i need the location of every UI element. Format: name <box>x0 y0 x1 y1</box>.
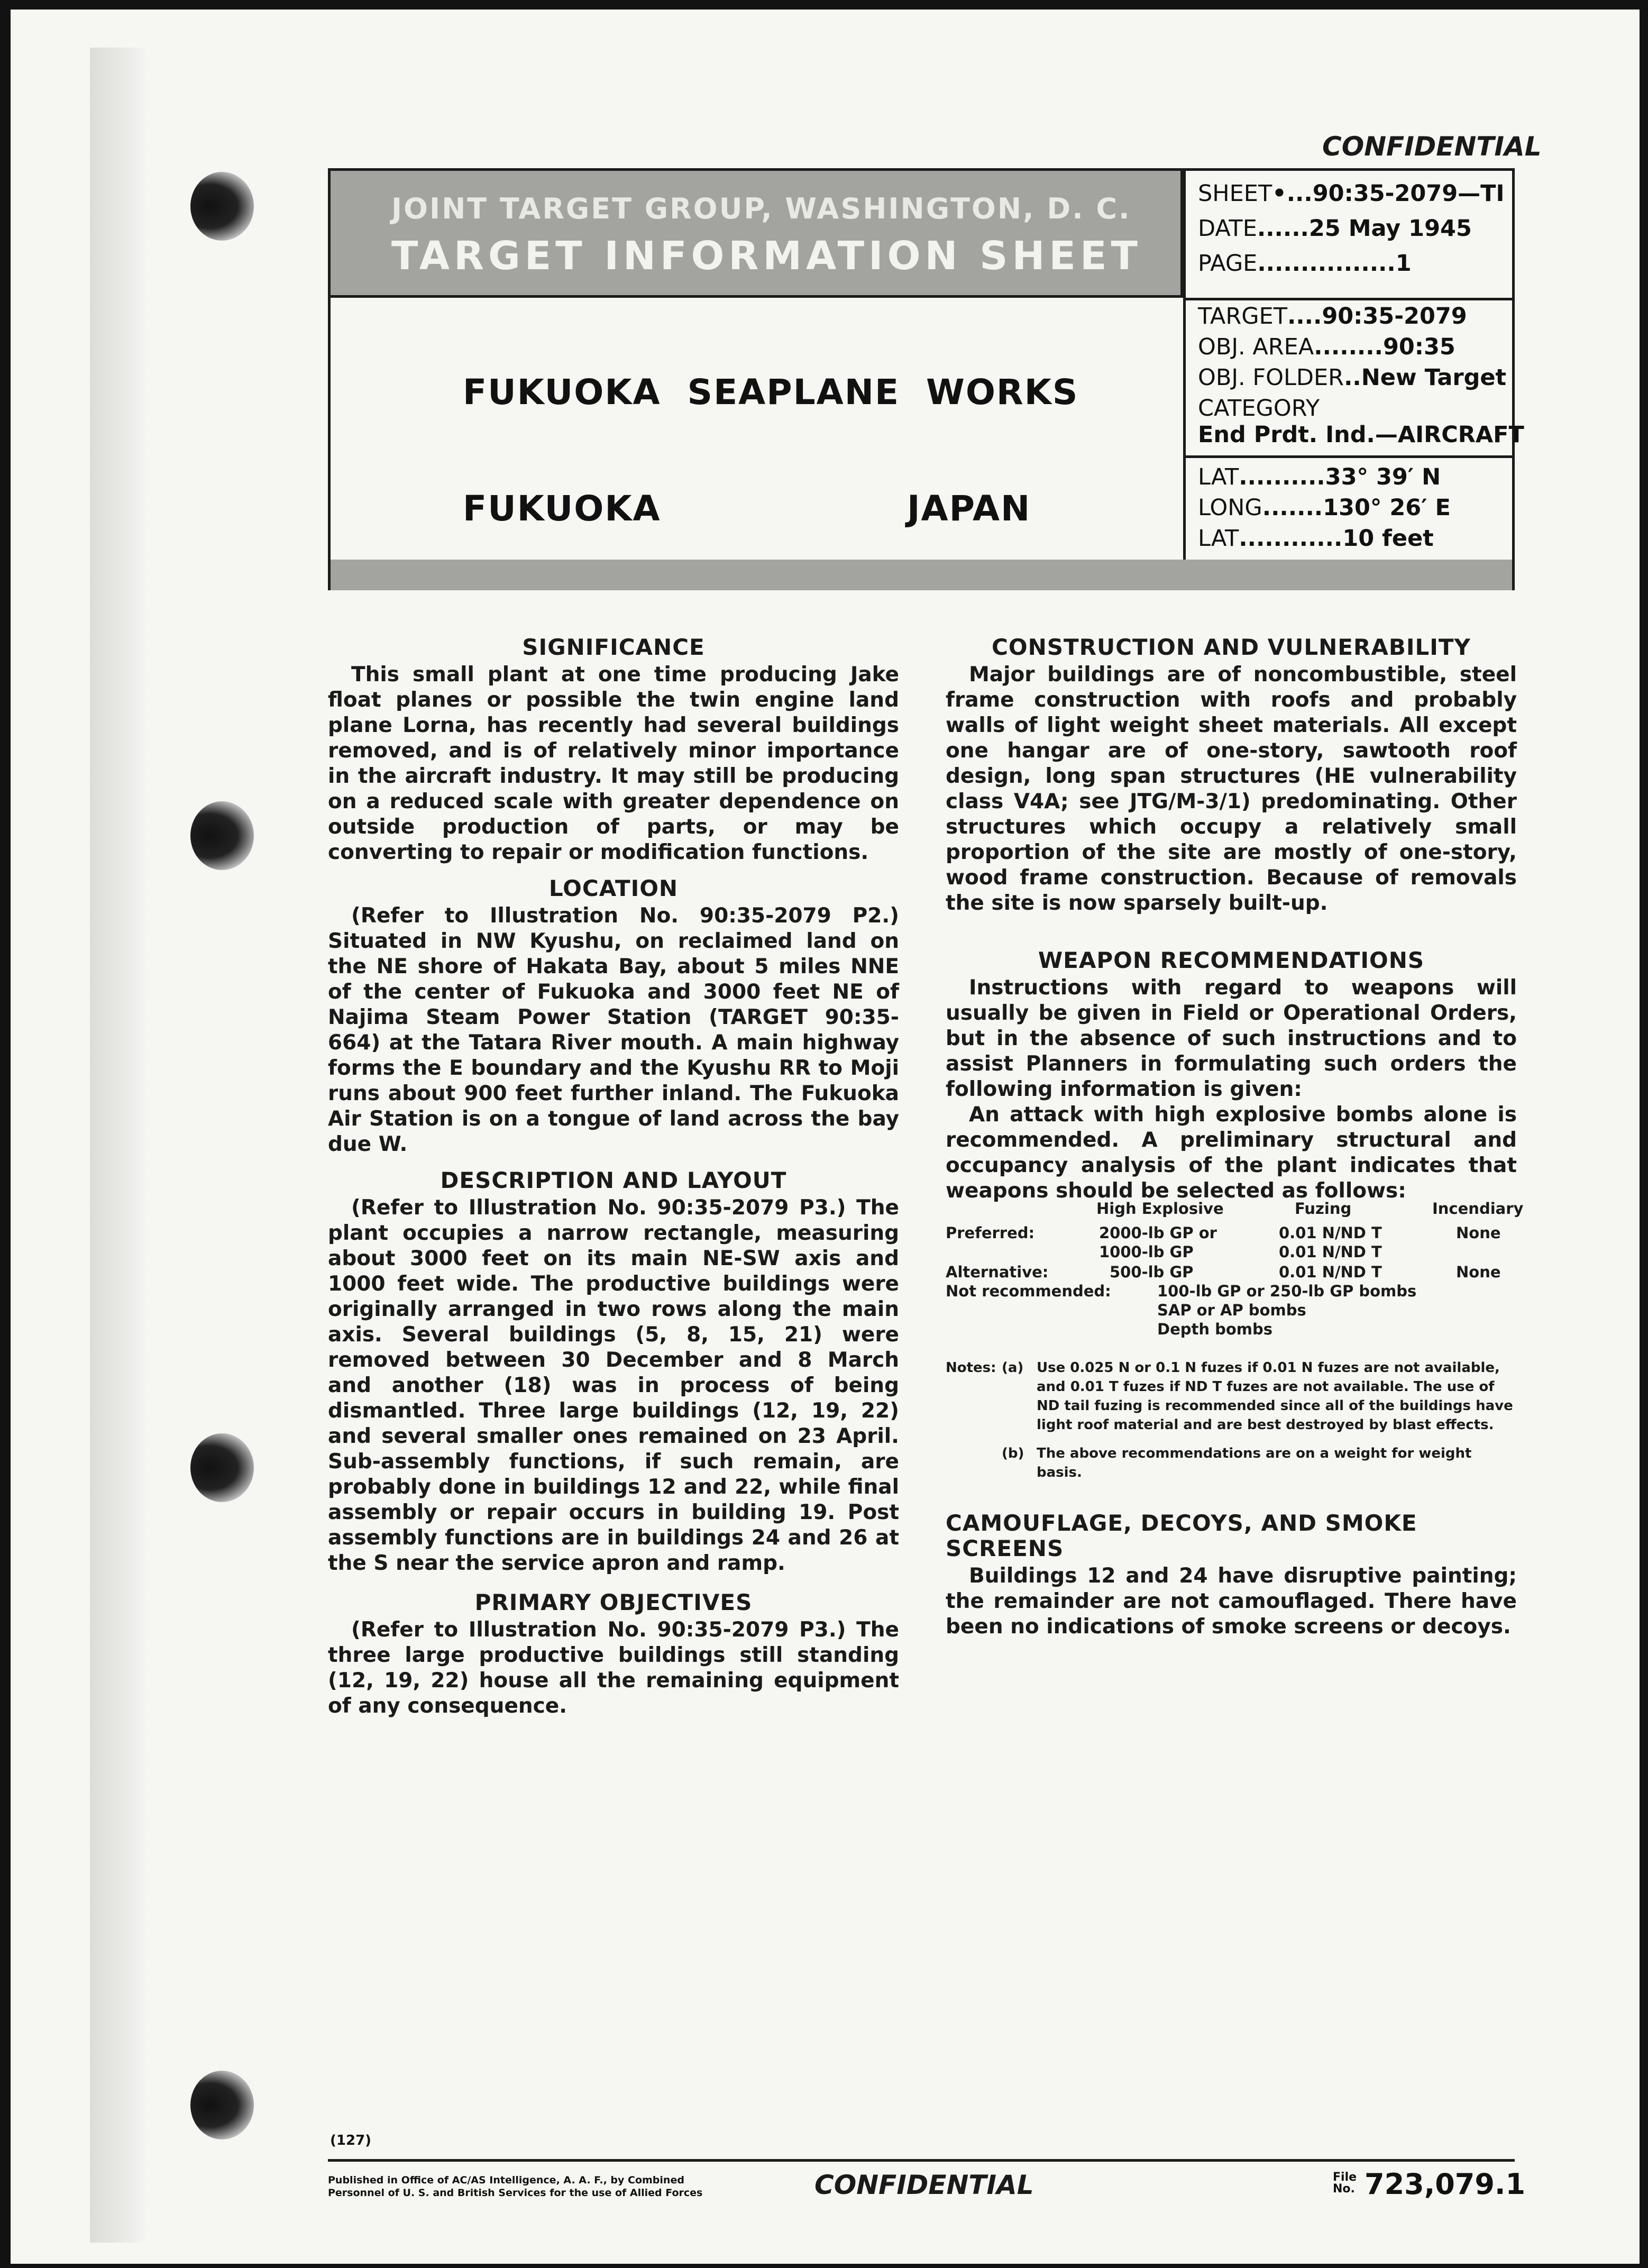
preferred-he-1: 2000-lb GP or <box>1099 1224 1217 1242</box>
text-significance: This small plant at one time producing Jake float planes or possible the twin engine land plane Lorna, has recently had several buildings removed, and is of relatively minor importance in the aircraft industry. It may still be producing on a reduced scale with greater dependence on outside production of parts, or may be converting to repair or modification functions. <box>328 663 899 864</box>
publisher-line-2: Personnel of U. S. and British Services for the use of Allied Forces <box>328 2187 703 2199</box>
file-label <box>1333 2172 1357 2195</box>
note-a-line-4: light roof material and are best destroyed by blast effects. <box>1037 1417 1494 1433</box>
left-column <box>328 635 899 1719</box>
binder-hole-icon <box>190 172 254 241</box>
header-box <box>328 168 1524 590</box>
row-not-recommended-label: Not recommended: <box>946 1282 1111 1300</box>
alternative-fuzing: 0.01 N/ND T <box>1279 1263 1382 1281</box>
right-column <box>946 635 1517 1204</box>
publisher-note <box>328 2174 702 2199</box>
meta-sheet: SHEET•...90:35-2079—TI <box>1198 180 1505 207</box>
section-location <box>328 876 899 1157</box>
header-bottom-strip <box>331 560 1512 590</box>
file-label-2: No. <box>1333 2182 1355 2196</box>
section-construction <box>946 635 1517 916</box>
section-primary <box>328 1590 899 1719</box>
heading-location: LOCATION <box>548 875 679 901</box>
note-b-line-2: basis. <box>1037 1465 1082 1480</box>
section-significance <box>328 635 899 865</box>
text-construction: Major buildings are of noncombustible, steel frame construction with roofs and probably walls of light weight sheet materials. All except one hangar are of one-story, sawtooth roof design, long span structures (HE vulnerability class V4A; see JTG/M-3/1) predominating. Other structures which occupy a relatively small proportion of the site are mostly of one-story, wood frame construction. Because of removals the site is now sparsely built-up. <box>946 663 1517 915</box>
heading-primary: PRIMARY OBJECTIVES <box>474 1589 753 1615</box>
heading-camouflage: CAMOUFLAGE, DECOYS, AND SMOKE SCREENS <box>946 1510 1417 1561</box>
text-weapon-2: An attack with high explosive bombs alone is recommended. A preliminary structural and occupancy analysis of the plant indicates that weapons should be selected as follows: <box>946 1103 1517 1203</box>
preferred-he-2: 1000-lb GP <box>1099 1243 1194 1261</box>
heading-weapon: WEAPON RECOMMENDATIONS <box>1038 947 1425 973</box>
confidential-bottom: CONFIDENTIAL <box>814 2170 1034 2200</box>
meta-page: PAGE................1 <box>1198 250 1412 277</box>
target-country: JAPAN <box>907 488 1031 529</box>
alternative-he: 500-lb GP <box>1110 1263 1194 1281</box>
heading-construction: CONSTRUCTION AND VULNERABILITY <box>992 634 1471 660</box>
meta-category-value: End Prdt. Ind.—AIRCRAFT <box>1198 422 1524 448</box>
meta-date: DATE......25 May 1945 <box>1198 215 1472 242</box>
meta-rule <box>1183 455 1515 458</box>
meta-obj-folder: OBJ. FOLDER..New Target <box>1198 364 1507 391</box>
col-high-explosive: High Explosive <box>1096 1200 1224 1218</box>
header-divider <box>1183 171 1186 560</box>
page-code: (127) <box>330 2133 372 2148</box>
meta-rule <box>1183 298 1515 300</box>
notes-label: Notes: <box>946 1360 996 1376</box>
note-b-line-1: The above recommendations are on a weight for weight <box>1037 1446 1472 1461</box>
note-a-tag: (a) <box>1002 1360 1024 1376</box>
publisher-line-1: Published in Office of AC/AS Intelligence, A. A. F., by Combined <box>328 2174 684 2186</box>
section-weapon <box>946 948 1517 1204</box>
text-location: (Refer to Illustration No. 90:35-2079 P2.) Situated in NW Kyushu, on reclaimed land on the NE shore of Hakata Bay, about 5 miles NNE of the center of Fukuoka and 3000 feet NE of Najima Steam Power Station (TARGET 90:35-664) at the Tatara River mouth. A main highway forms the E boundary and the Kyushu RR to Moji runs about 900 feet further inland. The Fukuoka Air Station is on a tongue of land across the bay due W. <box>328 904 899 1156</box>
meta-obj-area: OBJ. AREA........90:35 <box>1198 334 1455 360</box>
header-banner <box>331 171 1183 298</box>
sheet-type: TARGET INFORMATION SHEET <box>391 233 1142 279</box>
meta-category: CATEGORY <box>1198 395 1320 422</box>
col-fuzing: Fuzing <box>1295 1200 1352 1218</box>
text-description: (Refer to Illustration No. 90:35-2079 P3.) The plant occupies a narrow rectangle, measuring about 3000 feet on its main NE-SW axis and 1000 feet wide. The productive buildings were originally arranged in two rows along the main axis. Several buildings (5, 8, 15, 21) were removed between 30 December and 8 March and another (18) was in process of being dismantled. Three large buildings (12, 19, 22) and several smaller ones remained on 23 April. Sub-assembly functions, if such remain, are probably done in buildings 12 and 22, while final assembly or repair occurs in building 19. Post assembly functions are in buildings 24 and 26 at the S near the service apron and ramp. <box>328 1196 899 1575</box>
binder-hole-icon <box>190 2071 254 2139</box>
note-a-line-3: ND tail fuzing is recommended since all of the buildings have <box>1037 1398 1513 1414</box>
footer-rule <box>328 2159 1515 2162</box>
file-label-1: File <box>1333 2171 1357 2184</box>
confidential-top: CONFIDENTIAL <box>1322 131 1542 162</box>
row-alternative-label: Alternative: <box>946 1263 1049 1281</box>
target-title: FUKUOKA SEAPLANE WORKS <box>463 372 1079 413</box>
text-weapon-1: Instructions with regard to weapons will usually be given in Field or Operational Orders, but in the absence of such instructions and to assist Planners in formulating such orders the following information is given: <box>946 976 1517 1101</box>
binder-hole-icon <box>190 801 254 870</box>
note-b-tag: (b) <box>1002 1446 1024 1461</box>
binder-hole-icon <box>190 1433 254 1502</box>
col-incendiary: Incendiary <box>1432 1200 1524 1218</box>
org-name: JOINT TARGET GROUP, WASHINGTON, D. C. <box>391 192 1131 225</box>
meta-target: TARGET....90:35-2079 <box>1198 303 1467 330</box>
alternative-incendiary: None <box>1456 1263 1501 1281</box>
row-preferred-label: Preferred: <box>946 1224 1035 1242</box>
not-recommended-2: SAP or AP bombs <box>1157 1301 1306 1319</box>
target-city: FUKUOKA <box>463 488 661 529</box>
preferred-incendiary: None <box>1456 1224 1501 1242</box>
preferred-fuzing-1: 0.01 N/ND T <box>1279 1224 1382 1242</box>
text-primary: (Refer to Illustration No. 90:35-2079 P3.) The three large productive buildings still standing (12, 19, 22) house all the remaining equipment of any consequence. <box>328 1618 899 1718</box>
page-edge-shadow <box>90 48 148 2243</box>
not-recommended-1: 100-lb GP or 250-lb GP bombs <box>1157 1282 1417 1300</box>
section-camouflage <box>946 1511 1517 1640</box>
meta-long: LONG.......130° 26′ E <box>1198 495 1451 521</box>
section-description <box>328 1168 899 1576</box>
note-a-line-1: Use 0.025 N or 0.1 N fuzes if 0.01 N fuzes are not available, <box>1037 1360 1500 1376</box>
preferred-fuzing-2: 0.01 N/ND T <box>1279 1243 1382 1261</box>
file-number: 723,079.1 <box>1365 2168 1526 2201</box>
meta-elev: LAT............10 feet <box>1198 525 1434 552</box>
heading-description: DESCRIPTION AND LAYOUT <box>440 1167 787 1193</box>
not-recommended-3: Depth bombs <box>1157 1320 1273 1338</box>
note-a-line-2: and 0.01 T fuzes if ND T fuzes are not available. The use of <box>1037 1379 1495 1395</box>
heading-significance: SIGNIFICANCE <box>522 634 705 660</box>
meta-lat: LAT..........33° 39′ N <box>1198 464 1441 490</box>
text-camouflage: Buildings 12 and 24 have disruptive painting; the remainder are not camouflaged. There have been no indications of smoke screens or decoys. <box>946 1564 1517 1639</box>
